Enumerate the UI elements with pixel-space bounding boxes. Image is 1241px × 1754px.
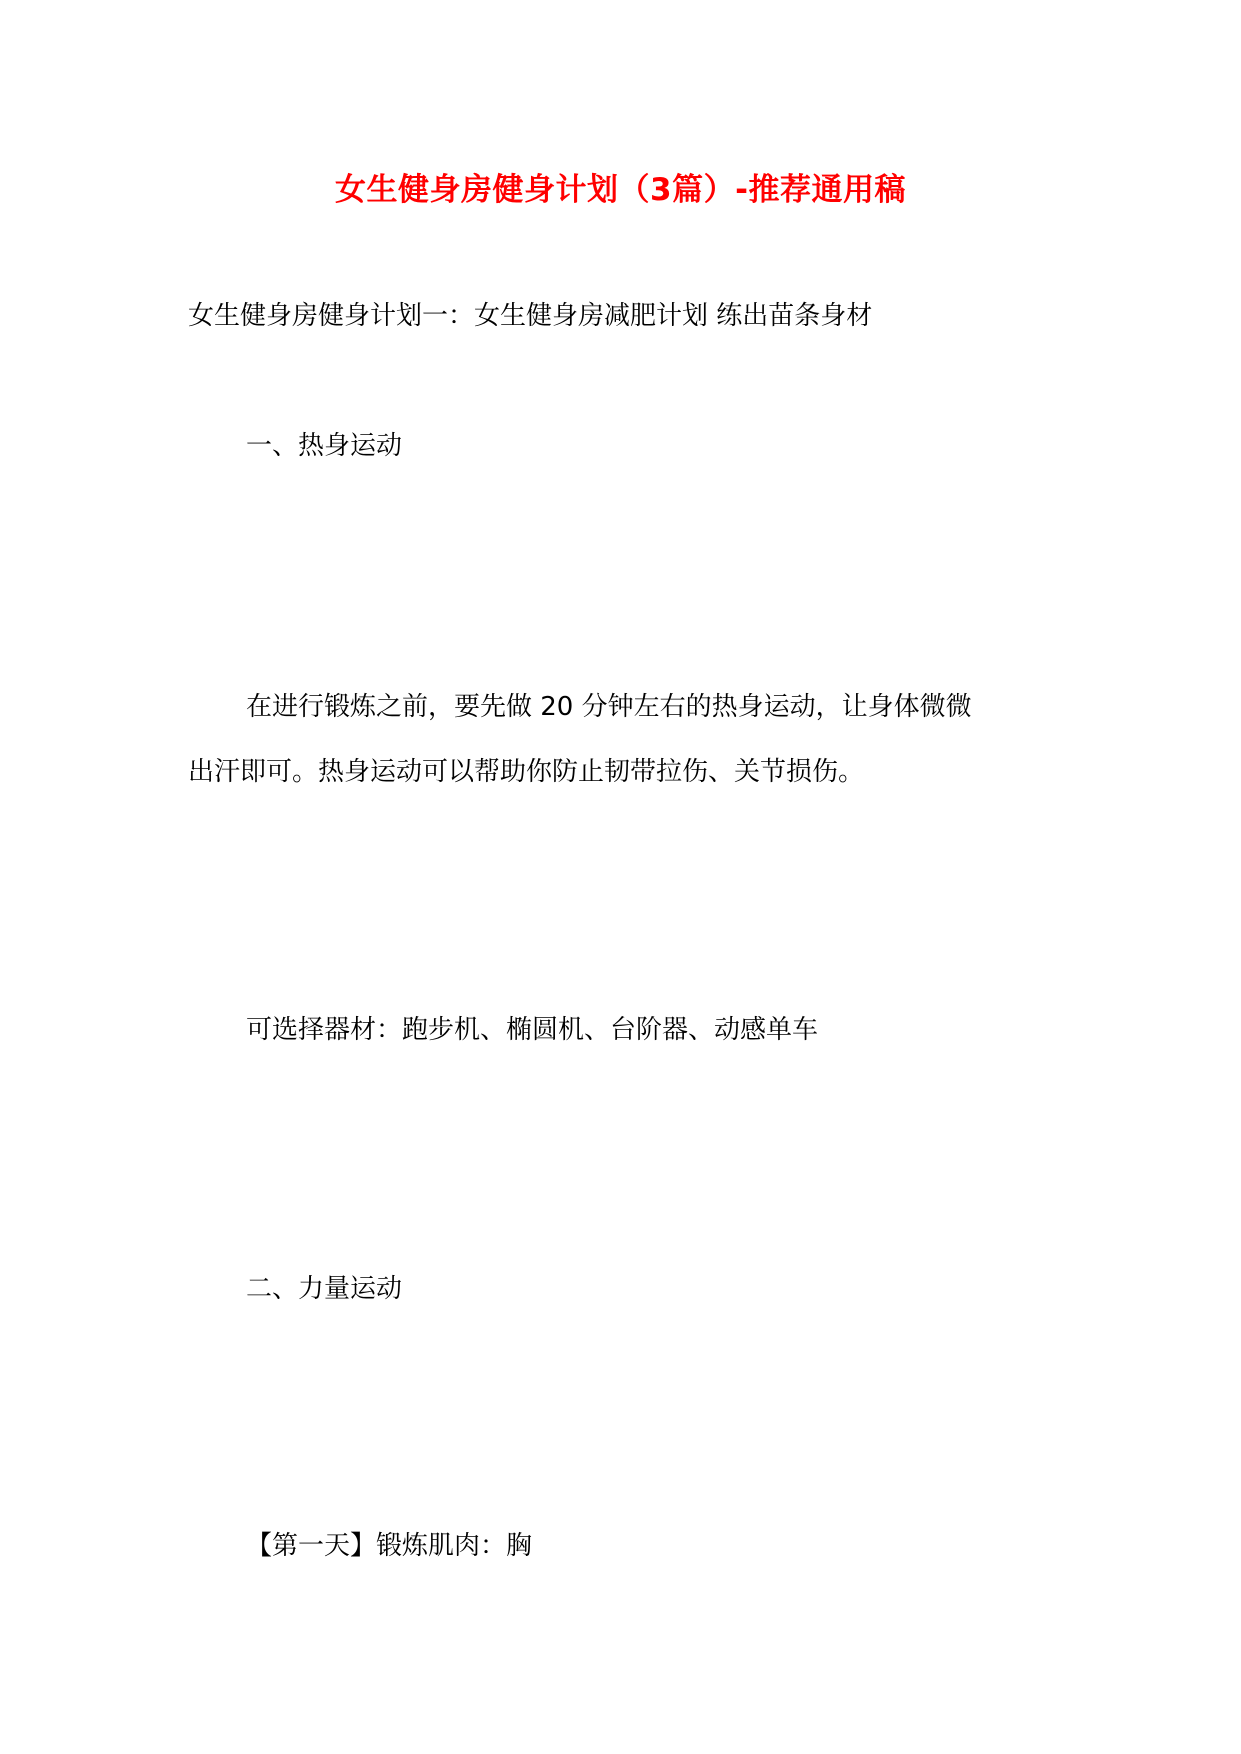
section-heading-strength: 二、力量运动 [246,1274,403,1304]
warmup-paragraph-line-2: 出汗即可。热身运动可以帮助你防止韧带拉伤、关节损伤。 [188,757,865,787]
plan-subtitle: 女生健身房健身计划一：女生健身房减肥计划 练出苗条身材 [188,301,873,331]
document-title: 女生健身房健身计划（3篇）-推荐通用稿 [335,172,906,208]
day-one-paragraph: 【第一天】锻炼肌肉：胸 [246,1531,533,1561]
warmup-paragraph-line-1: 在进行锻炼之前，要先做 20 分钟左右的热身运动，让身体微微 [246,692,972,722]
section-heading-warmup: 一、热身运动 [246,431,403,461]
equipment-paragraph: 可选择器材：跑步机、椭圆机、台阶器、动感单车 [246,1015,819,1045]
